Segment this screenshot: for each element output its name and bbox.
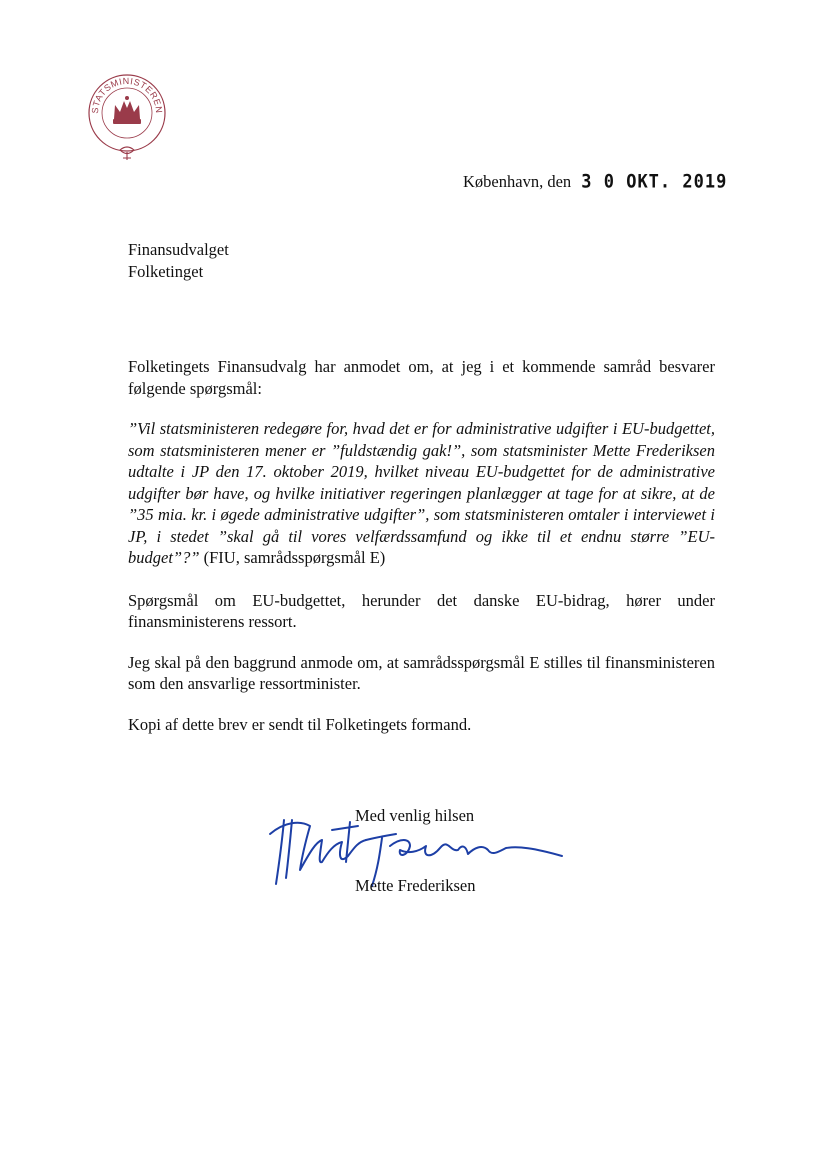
seal-text: STATSMINISTEREN [89,75,165,114]
signatory-name: Mette Frederiksen [355,876,476,895]
question-reference: (FIU, samrådsspørgsmål E) [199,548,386,567]
request-paragraph: Jeg skal på den baggrund anmode om, at samrådsspørgsmål E stilles til finansministeren som den ansvarlige ressortminister. [128,652,715,693]
ornament-icon [120,147,134,160]
ressort-paragraph: Spørgsmål om EU-budgettet, herunder det danske EU-bidrag, hører under finansministerens ressort. [128,590,715,631]
recipient-line-2: Folketinget [128,262,204,281]
question-paragraph [128,418,715,569]
date-stamp: 3 0 OKT. 2019 [581,170,728,194]
intro-paragraph: Folketingets Finansudvalg har anmodet om, at jeg i et kommende samråd besvarer følgende spørgsmål: [128,357,715,398]
dateline [463,172,727,192]
crown-icon [113,96,141,124]
letter-body [128,356,715,754]
statsministeren-seal-logo [84,68,170,164]
recipient-line-1: Finansudvalget [128,240,229,259]
recipient-address [128,239,229,283]
question-text: ”Vil statsministeren redegøre for, hvad det er for administrative udgifter i EU-budgettet, som statsministeren mener er ”fuldstændig gak!”, som statsminister Mette Frederiksen udtalte i JP den 17. oktober 2019, hvilket niveau EU-budgettet for de administrative udgifter bør have, og hvilke initiativer regeringen planlægger at tage for at sikre, at de ”35 mia. kr. i øgede administrative udgifter”, som statsministeren omtaler i interviewet i JP, i stedet ”skal gå til vores velfærdssamfund og ikke til et endnu større ”EU-budget”?” [128,419,715,567]
closing-greeting: Med venlig hilsen [355,806,475,825]
copy-paragraph: Kopi af dette brev er sendt til Folketingets formand. [128,714,472,734]
place-date-label: København, den [463,172,572,191]
